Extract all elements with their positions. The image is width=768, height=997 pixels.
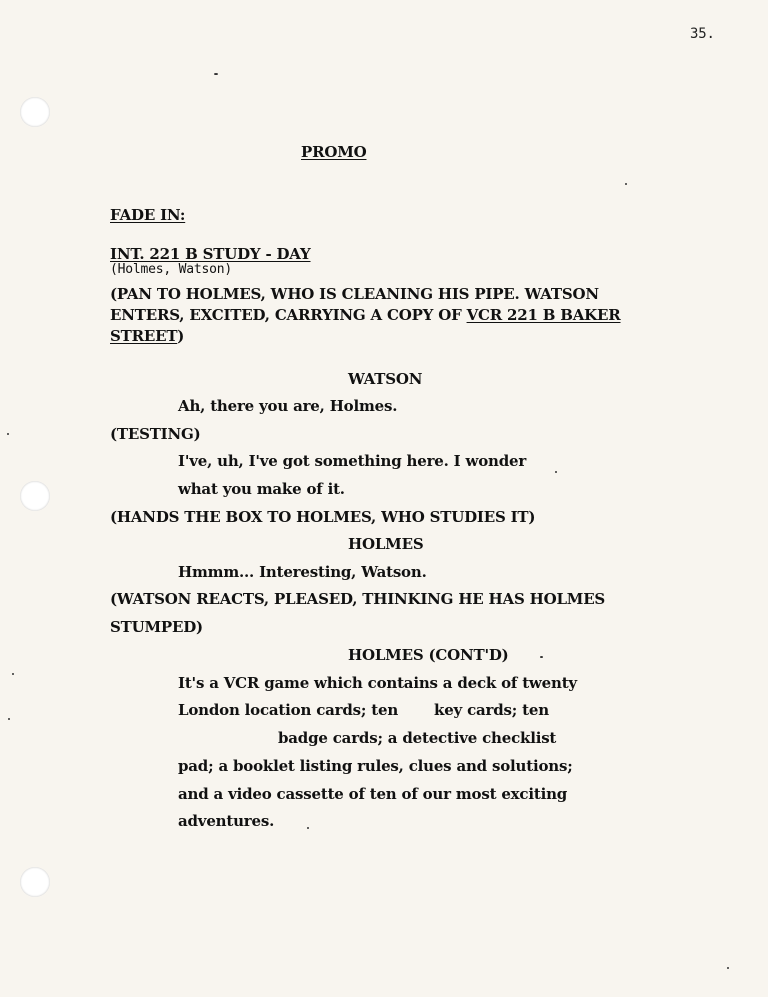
- action-line: [110, 327, 184, 345]
- speck-mark: [214, 73, 218, 75]
- game-title-part-2: STREET: [110, 327, 178, 345]
- action-line: [110, 306, 621, 324]
- parenthetical: (TESTING): [110, 425, 201, 443]
- page-number: 35.: [690, 26, 715, 42]
- scene-heading: INT. 221 B STUDY - DAY: [110, 245, 311, 263]
- action-text: ENTERS, EXCITED, CARRYING A COPY OF: [110, 306, 467, 324]
- dialogue-line: It's a VCR game which contains a deck of twenty: [178, 674, 577, 692]
- dialogue-line: what you make of it.: [178, 480, 345, 498]
- speck-mark: [7, 433, 9, 435]
- punch-hole-bottom: [20, 867, 50, 897]
- page-title: PROMO: [301, 143, 367, 161]
- fade-in: FADE IN:: [110, 206, 186, 224]
- game-title-part-1: VCR 221 B BAKER: [466, 306, 621, 324]
- speck-mark: [8, 718, 10, 720]
- speck-mark: [540, 656, 543, 658]
- dialogue-line: Ah, there you are, Holmes.: [178, 397, 398, 415]
- dialogue-line: Hmmm... Interesting, Watson.: [178, 563, 427, 581]
- action-line: STUMPED): [110, 618, 203, 636]
- speck-mark: [307, 827, 309, 829]
- speck-mark: [12, 673, 14, 675]
- dialogue-line: badge cards; a detective checklist: [278, 729, 557, 747]
- action-line: (PAN TO HOLMES, WHO IS CLEANING HIS PIPE. WATSON: [110, 285, 599, 303]
- dialogue-line: adventures.: [178, 812, 275, 830]
- action-text: ): [177, 327, 185, 345]
- character-cue: HOLMES: [348, 535, 424, 553]
- dialogue-line: I've, uh, I've got something here. I wonder: [178, 452, 527, 470]
- action-line: (WATSON REACTS, PLEASED, THINKING HE HAS HOLMES: [110, 590, 606, 608]
- dialogue-line: London location cards; ten: [178, 701, 399, 719]
- scene-characters: (Holmes, Watson): [110, 262, 233, 277]
- character-cue: HOLMES (CONT'D): [348, 646, 509, 664]
- dialogue-line: and a video cassette of ten of our most exciting: [178, 785, 568, 803]
- character-cue: WATSON: [348, 370, 423, 388]
- speck-mark: [555, 471, 557, 473]
- punch-hole-top: [20, 97, 50, 127]
- speck-mark: [625, 183, 627, 185]
- dialogue-line: key cards; ten: [434, 701, 549, 719]
- action-line: (HANDS THE BOX TO HOLMES, WHO STUDIES IT): [110, 508, 536, 526]
- dialogue-line: pad; a booklet listing rules, clues and solutions;: [178, 757, 573, 775]
- punch-hole-middle: [20, 481, 50, 511]
- speck-mark: [727, 967, 729, 969]
